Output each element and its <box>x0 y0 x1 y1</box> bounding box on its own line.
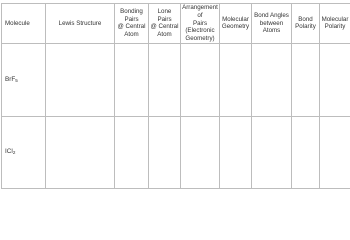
header-molecular-polarity <box>320 4 350 44</box>
bond-angles-cell[interactable] <box>252 43 292 116</box>
header-molecule <box>2 4 46 44</box>
header-polarity-line1: Bond <box>298 15 313 23</box>
molecular-geometry-cell[interactable] <box>220 116 252 188</box>
header-molecular-geometry <box>220 4 252 44</box>
bond-polarity-cell[interactable] <box>292 116 320 188</box>
molecular-geometry-cell[interactable] <box>220 43 252 116</box>
molecular-polarity-cell[interactable] <box>320 43 350 116</box>
bonding-pairs-cell[interactable] <box>115 116 149 188</box>
header-bond-polarity <box>292 4 320 44</box>
header-arrangement-line1: Arrangement of <box>182 4 218 19</box>
header-lone-line2: @ Central <box>150 23 179 31</box>
molecule-cell <box>2 43 46 116</box>
lewis-structure-cell[interactable] <box>46 116 115 188</box>
table-row <box>2 116 350 188</box>
molecular-polarity-cell[interactable] <box>320 116 350 188</box>
header-lone-line3: Atom <box>157 31 172 39</box>
header-molpolarity-line1: Molecular <box>321 15 349 23</box>
header-molecule-text: Molecule <box>5 19 30 27</box>
header-arrangement <box>181 4 220 44</box>
molecule-cell <box>2 116 46 188</box>
lewis-structure-cell[interactable] <box>46 43 115 116</box>
vsepr-table <box>1 3 350 189</box>
header-row <box>2 4 350 44</box>
header-molpolarity-line2: Polarity <box>324 23 346 31</box>
header-lewis-text: Lewis Structure <box>58 19 102 27</box>
header-arrangement-line2: Pairs (Electronic <box>185 19 215 35</box>
header-polarity-line2: Polarity <box>295 23 316 31</box>
arrangement-cell[interactable] <box>181 116 220 188</box>
molecule-subscript: 2 <box>12 150 16 156</box>
header-bonding-line3: Atom <box>124 31 139 39</box>
molecule-formula: ICl <box>5 148 13 156</box>
header-geometry-line2: Geometry <box>221 23 250 31</box>
header-bonding-line2: @ Central <box>117 23 146 31</box>
header-bonding-line1: Bonding Pairs <box>120 7 143 23</box>
table-row <box>2 43 350 116</box>
header-lewis-structure <box>46 4 115 44</box>
header-bond-angles <box>252 4 292 44</box>
header-bonding-pairs <box>115 4 149 44</box>
arrangement-cell[interactable] <box>181 43 220 116</box>
header-arrangement-line3: Geometry) <box>185 35 215 42</box>
header-lone-pairs <box>149 4 181 44</box>
lone-pairs-cell[interactable] <box>149 43 181 116</box>
bond-polarity-cell[interactable] <box>292 43 320 116</box>
header-angles-line2: between Atoms <box>259 19 284 35</box>
bond-angles-cell[interactable] <box>252 116 292 188</box>
molecule-formula: BrF <box>5 75 16 83</box>
header-geometry-line1: Molecular <box>222 15 249 23</box>
header-angles-line1: Bond Angles <box>254 11 289 19</box>
bonding-pairs-cell[interactable] <box>115 43 149 116</box>
header-lone-line1: Lone Pairs <box>157 7 172 23</box>
lone-pairs-cell[interactable] <box>149 116 181 188</box>
molecule-subscript: 5 <box>15 77 18 83</box>
